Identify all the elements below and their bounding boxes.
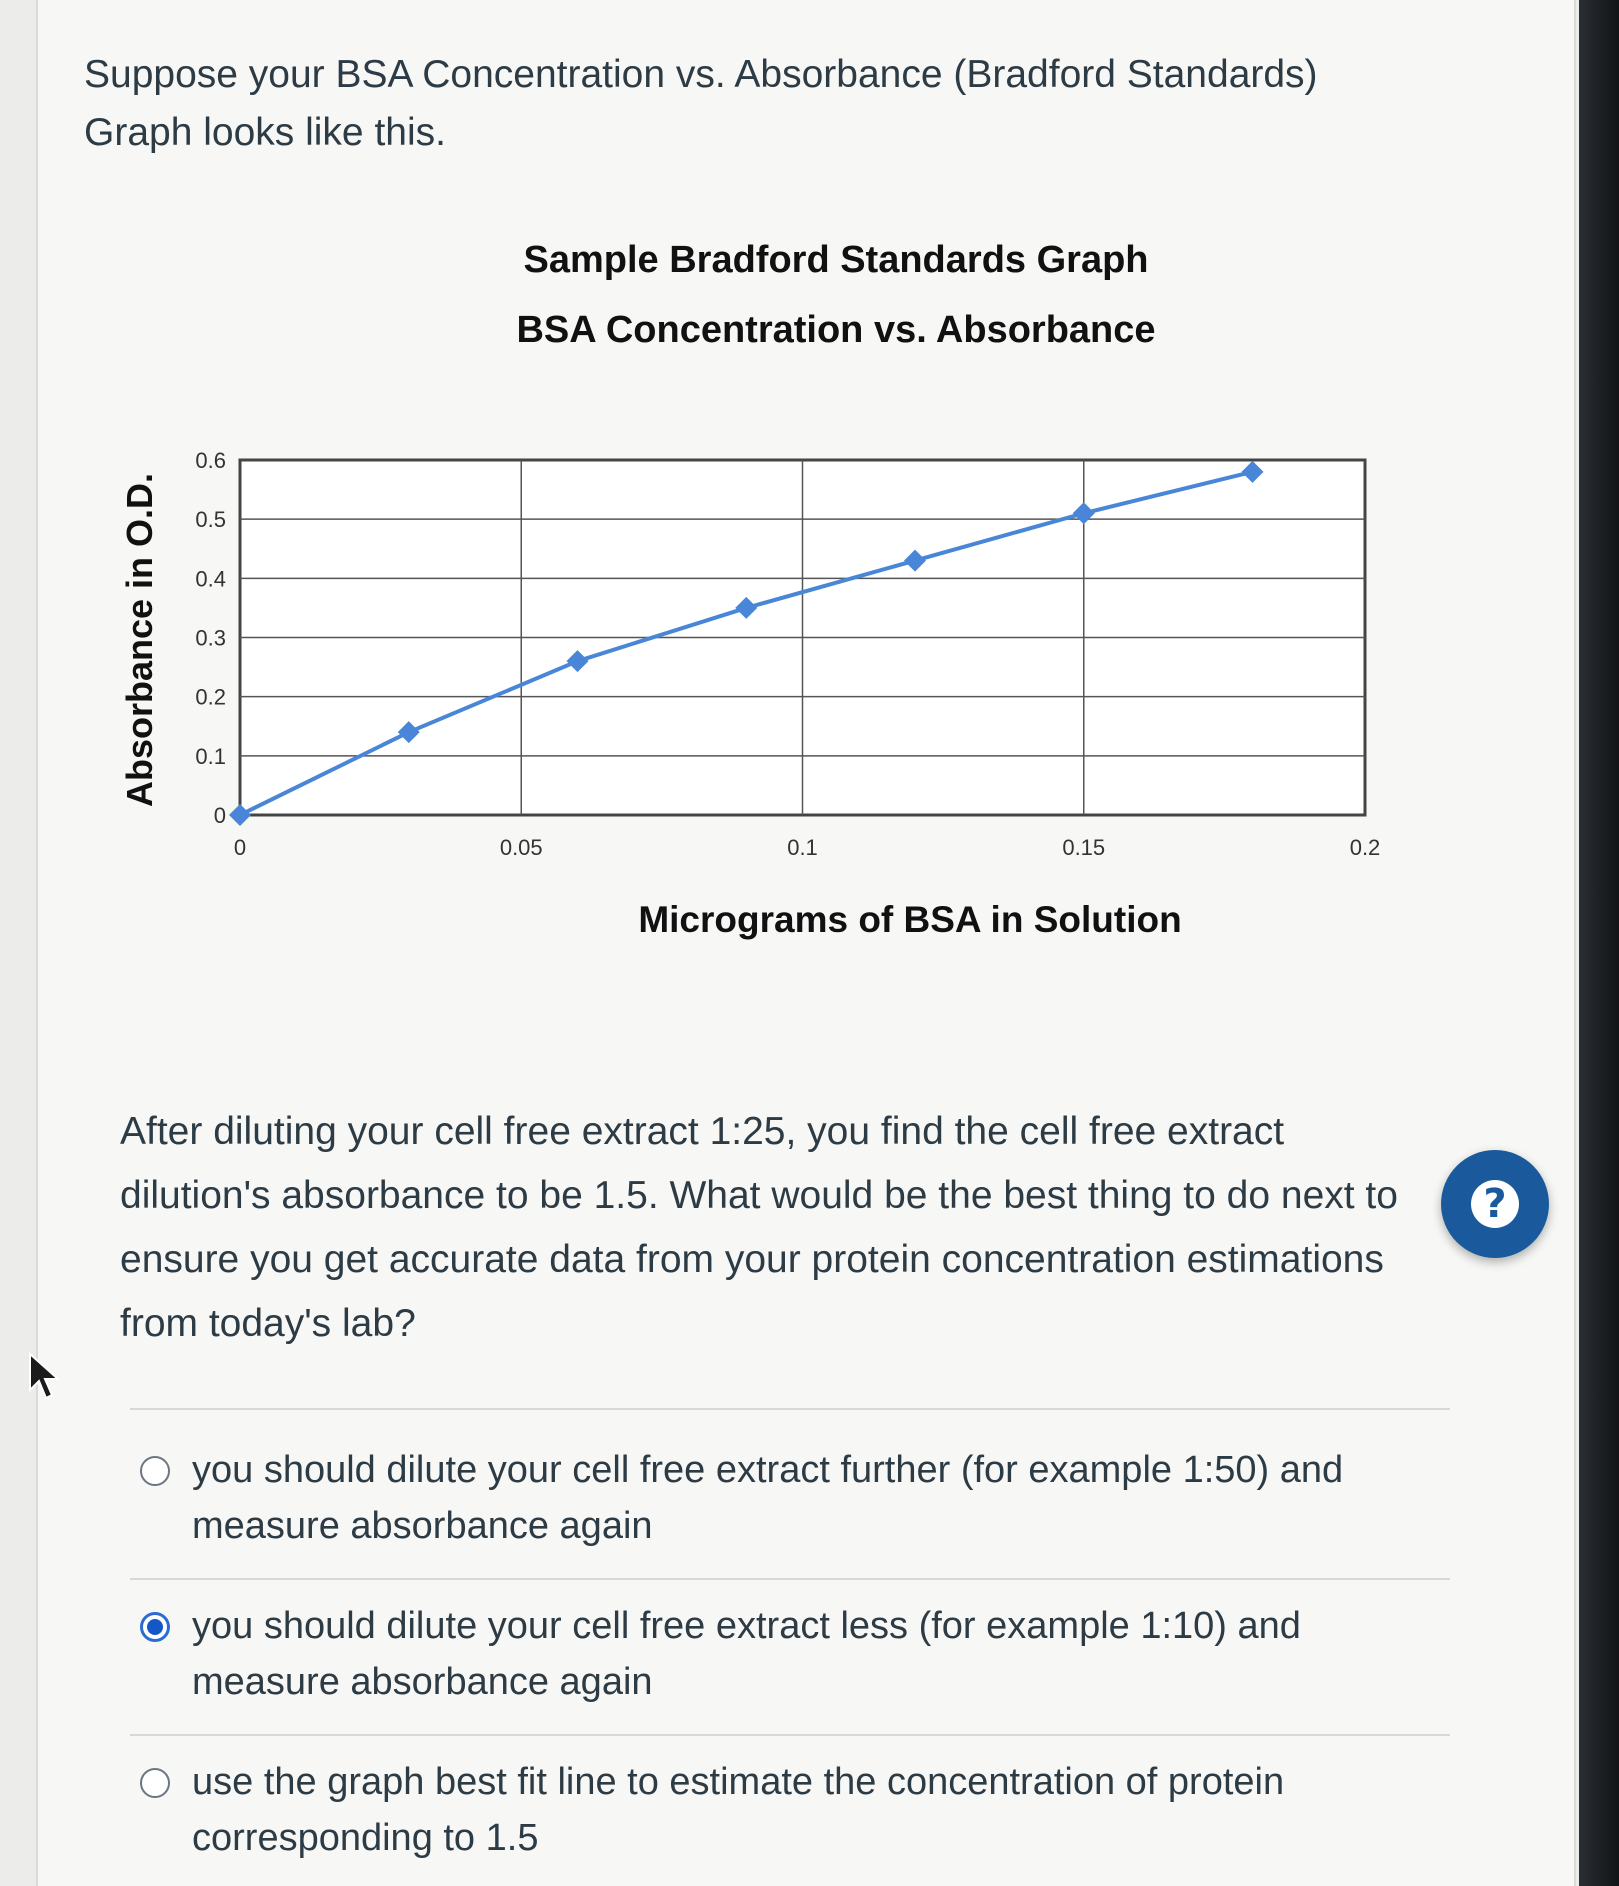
intro-text: Suppose your BSA Concentration vs. Absorbance (Bradford Standards) Graph looks like this. [84,53,1318,154]
x-tick-label: 0 [233,835,247,860]
option-divider [130,1734,1450,1736]
y-axis-label: Absorbance in O.D. [119,472,160,808]
x-tick-label: 0.2 [1349,835,1381,860]
y-tick-label: 0.1 [195,743,226,769]
screen-edge [1579,0,1619,1886]
radio-button[interactable] [140,1768,170,1798]
y-tick-label: 0.5 [195,507,226,533]
radio-button[interactable] [140,1456,170,1486]
bradford-chart [110,220,1430,980]
radio-button-selected[interactable] [140,1612,170,1642]
answer-option-label: you should dilute your cell free extract further (for example 1:50) and measure absorbance again [192,1449,1344,1547]
y-tick-label: 0.6 [195,448,226,473]
x-axis-label: Micrograms of BSA in Solution [638,899,1182,940]
y-tick-label: 0.2 [195,684,226,710]
chart-subtitle: BSA Concentration vs. Absorbance [516,309,1156,351]
y-tick-labels [195,448,226,828]
x-tick-label: 0.05 [499,835,543,860]
option-divider [130,1408,1450,1410]
y-tick-label: 0.4 [195,566,226,592]
answer-option-label: you should dilute your cell free extract less (for example 1:10) and measure absorbance again [192,1605,1301,1703]
help-button[interactable] [1441,1150,1549,1258]
mouse-cursor-icon [26,1352,66,1402]
x-tick-label: 0.1 [787,835,818,860]
x-tick-labels [234,835,1380,860]
chart-svg [110,220,1430,980]
y-tick-label: 0 [213,803,226,828]
answer-option-1[interactable] [140,1442,1430,1554]
y-tick-label: 0.3 [195,625,226,651]
answer-option-label: use the graph best fit line to estimate the concentration of protein corresponding to 1.5 [192,1761,1285,1859]
answer-option-2[interactable] [140,1598,1430,1710]
chart-title: Sample Bradford Standards Graph [523,239,1149,281]
option-divider [130,1578,1450,1580]
question-text: After diluting your cell free extract 1:25, you find the cell free extract dilution's absorbance to be 1.5. What would be the best thing to do next to ensure you get accurate data from your protein concentration estimations from today's lab? [120,1110,1398,1345]
answer-option-3[interactable] [140,1754,1430,1866]
question-mark-icon: ? [1471,1180,1519,1228]
x-tick-label: 0.15 [1062,835,1106,860]
